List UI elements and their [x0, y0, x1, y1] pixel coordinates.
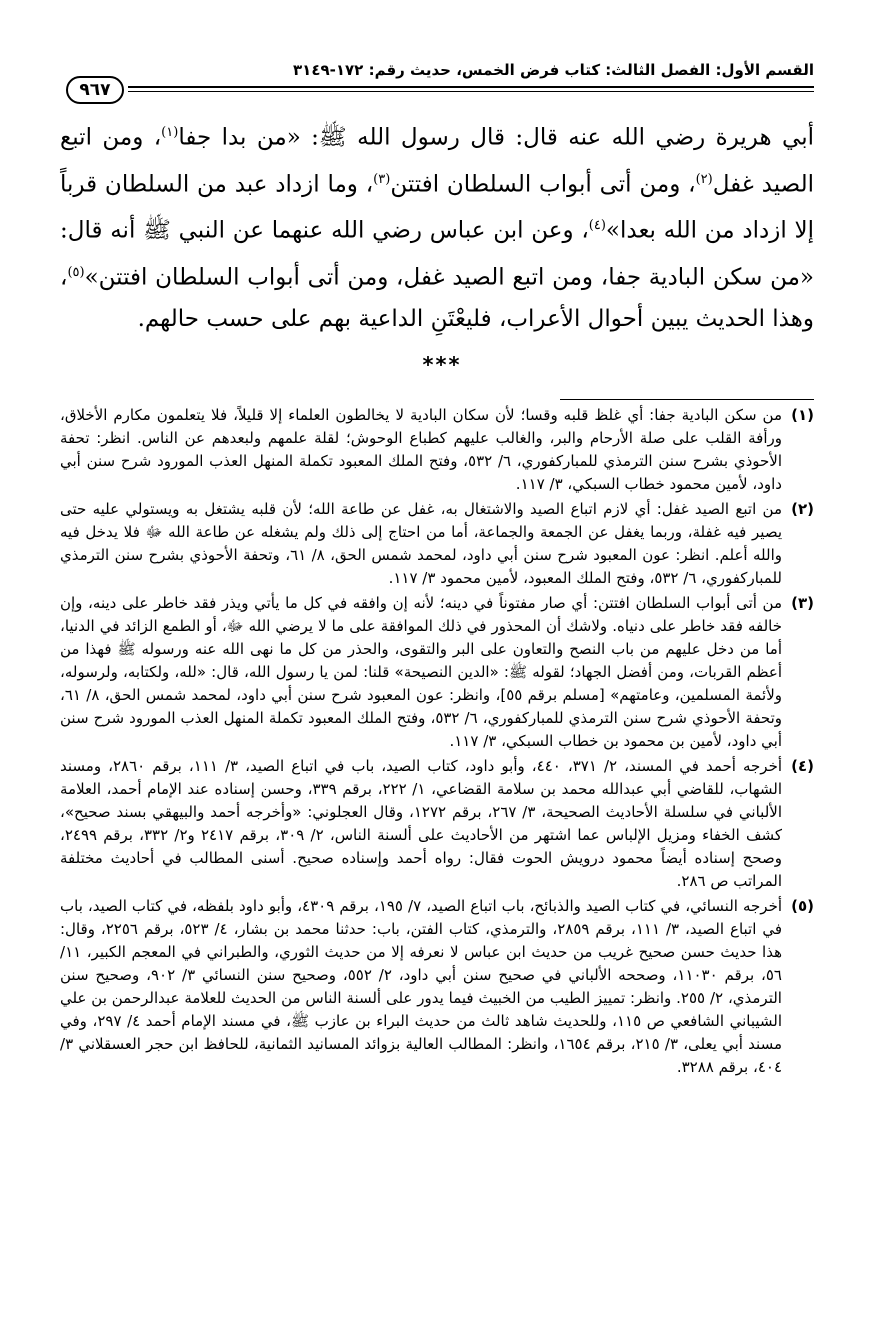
- footnote-item: [60, 755, 814, 893]
- footnote-text: من اتبع الصيد غفل: أي لازم اتباع الصيد والاشتغال به، غفل عن طاعة الله؛ لأن قلبه يشتغل به ويستولي عليه حتى يصير فيه غفلة، وربما يغفل عن الجمعة والجماعة، أما من احتاج إلى ذلك ولم يشغله عن طاعة الله ﷻ فلا يدخل فيه والله أعلم. انظر: عون المعبود شرح سنن أبي داود، لمحمد شمس الحق، ٨/ ٦١، وتحفة الأحوذي بشرح سنن الترمذي للمباركفوري، ٦/ ٥٣٢، وفتح الملك المعبود، لأمين محمود ٣/ ١١٧.: [60, 500, 783, 587]
- footnote-number: (٤): [791, 757, 814, 775]
- footnote-ref[interactable]: (٥): [67, 264, 85, 280]
- footnote-ref[interactable]: (١): [161, 125, 179, 140]
- footnote-text: من أتى أبواب السلطان افتتن: أي صار مفتوناً في دينه؛ لأنه إن وافقه في كل ما يأتي ويذر فقد خاطر على دينه، وإن خالفه فقد خاطر على دنياه. ولاشك أن المحذور في ذلك الموافقة على ما لا يرضي الله ﷻ، أو الطمع الزائد في الدنيا، أما من دخل عليهم من باب النصح والتعاون على البر والتقوى، والحذر من كل ما نهى الله عنه ورسوله ﷺ فهذا من أعظم القربات، ومن أفضل الجهاد؛ لقوله ﷺ: «الدين النصيحة» قلنا: لمن يا رسول الله، قال: «لله، ولكتابه، ولرسوله، ولأئمة المسلمين، وعامتهم» [مسلم برقم ٥٥]، وانظر: عون المعبود شرح سنن أبي داود، لمحمد شمس الحق، ٨/ ٦١، وتحفة الأحوذي شرح سنن الترمذي للمباركفوري، ٦/ ٥٣٢، وفتح الملك المعبود تكملة المنهل العذب المورود شرح سنن أبي داود، لأمين بن محمود بن خطاب السبكي، ٣/ ١١٧.: [60, 594, 783, 750]
- running-header: القسم الأول: الفصل الثالث: كتاب فرض الخمس، حديث رقم: ١٧٢-٣١٤٩: [293, 61, 814, 79]
- footnote-number: (٣): [791, 594, 814, 612]
- footnote-number: (٢): [791, 500, 814, 518]
- footnote-number: (٥): [791, 897, 814, 915]
- footnote-rule: [560, 399, 814, 400]
- footnote-ref[interactable]: (٣): [373, 171, 391, 187]
- footnote-text: أخرجه النسائي، في كتاب الصيد والذبائح، باب اتباع الصيد، ٧/ ١٩٥، برقم ٤٣٠٩، وأبو داود بلفظه، في كتاب الصيد، باب في اتباع الصيد، ٣/ ١١١، برقم ٢٨٥٩، والترمذي، كتاب الفتن، باب: حدثنا محمد بن بشار، ٤/ ٥٢٣، برقم ٢٢٥٦، وقال: هذا حديث حسن صحيح غريب من حديث ابن عباس لا نعرفه إلا من حديث الثوري، والطبراني في المعجم الكبير، ١١/ ٥٦، برقم ١١٠٣٠، وصححه الألباني في صحيح سنن أبي داود، ٢/ ٥٥٢، وصحيح سنن النسائي ٣/ ٩٠٢، وصحيح سنن الترمذي، ٢/ ٢٥٥. وانظر: تمييز الطيب من الخبيث فيما يدور على ألسنة الناس من الحديث للعلامة عبدالرحمن بن علي الشيباني الشافعي ص ١١٥، وللحديث شاهد ثالث من حديث البراء بن عازب ﷺ، في مسند الإمام أحمد ٤/ ٢٩٧، وفي مسند أبي يعلى، ٣/ ٢١٥، برقم ١٦٥٤، وانظر: المطالب العالية بزوائد المسانيد الثمانية، للحافظ ابن حجر العسقلاني ٣/ ٤٠٤، برقم ٣٢٨٨.: [60, 897, 783, 1076]
- footnote-text: أخرجه أحمد في المسند، ٢/ ٣٧١، ٤٤٠، وأبو داود، كتاب الصيد، باب في اتباع الصيد، ٣/ ١١١، برقم ٢٨٦٠، ومسند الشهاب، للقاضي أبي عبدالله محمد بن سلامة القضاعي، ١/ ٢٢٢، برقم ٣٣٩، وحسن إسناده عند الإمام أحمد، العلامة الألباني في سلسلة الأحاديث الصحيحة، ٣/ ٢٦٧، برقم ١٢٧٢، وقال العجلوني: «وأخرجه أحمد والبيهقي بسند صحيح»، كشف الخفاء ومزيل الإلباس عما اشتهر من الأحاديث على ألسنة الناس، ٢/ ٣٠٩، برقم ٢٤١٧ و٢/ ٣٣٢، برقم ٢٤٩٩، وصحح إسناده أيضاً محمود درويش الحوت فقال: رواه أحمد وإسناده صحيح. أسنى المطالب في أحاديث مختلفة المراتب ص ٢٨٦.: [60, 757, 783, 890]
- footnote-item: [60, 498, 814, 590]
- footnote-item: [60, 404, 814, 496]
- header-rule-thick: [128, 86, 814, 88]
- page-number-badge: ٩٦٧: [66, 76, 124, 104]
- text-segment: أبي هريرة رضي الله عنه قال: قال رسول الله ﷺ: «من بدا جفا: [178, 124, 814, 151]
- footnote-ref[interactable]: (٤): [588, 218, 606, 234]
- footnote-ref[interactable]: (٢): [695, 171, 713, 187]
- text-segment: ، ومن أتى أبواب السلطان افتتن: [390, 171, 696, 198]
- text-segment: ، ومن اتبع الصيد غفل: [60, 124, 814, 198]
- footnote-item: [60, 895, 814, 1079]
- footnote-text: من سكن البادية جفا: أي غلظ قلبه وقسا؛ لأن سكان البادية لا يخالطون العلماء إلا قليلاً، فلا يتعلمون مكارم الأخلاق، ورأفة القلب على صلة الأرحام والبر، والغالب عليهم كطباع الوحوش؛ لقلة علمهم ولبعدهم عن الناس. انظر: تحفة الأحوذي بشرح سنن الترمذي للمباركفوري، ٦/ ٥٣٢، وفتح الملك المعبود تكملة المنهل العذب المورود شرح سنن أبي داود، لأمين محمود خطاب السبكي، ٣/ ١١٧.: [60, 406, 782, 493]
- main-text: [60, 112, 814, 340]
- footnotes-list: [60, 404, 814, 1081]
- footnote-number: (١): [791, 406, 814, 424]
- footnote-item: [60, 592, 814, 753]
- text-segment: ، وهذا الحديث يبين أحوال الأعراب، فليعْتَنِ الداعية بهم على حسب حالهم.: [60, 264, 814, 332]
- text-segment: ، وعن ابن عباس رضي الله عنهما عن النبي ﷺ أنه قال: «من سكن البادية جفا، ومن اتبع الصيد غفل، ومن أتى أبواب السلطان افتتن»: [60, 217, 814, 291]
- section-separator-stars: ***: [422, 353, 462, 377]
- text-segment: ، وما ازداد عبد من السلطان قرباً إلا ازداد من الله بعدا»: [60, 171, 814, 244]
- header-rule-thin: [128, 91, 814, 92]
